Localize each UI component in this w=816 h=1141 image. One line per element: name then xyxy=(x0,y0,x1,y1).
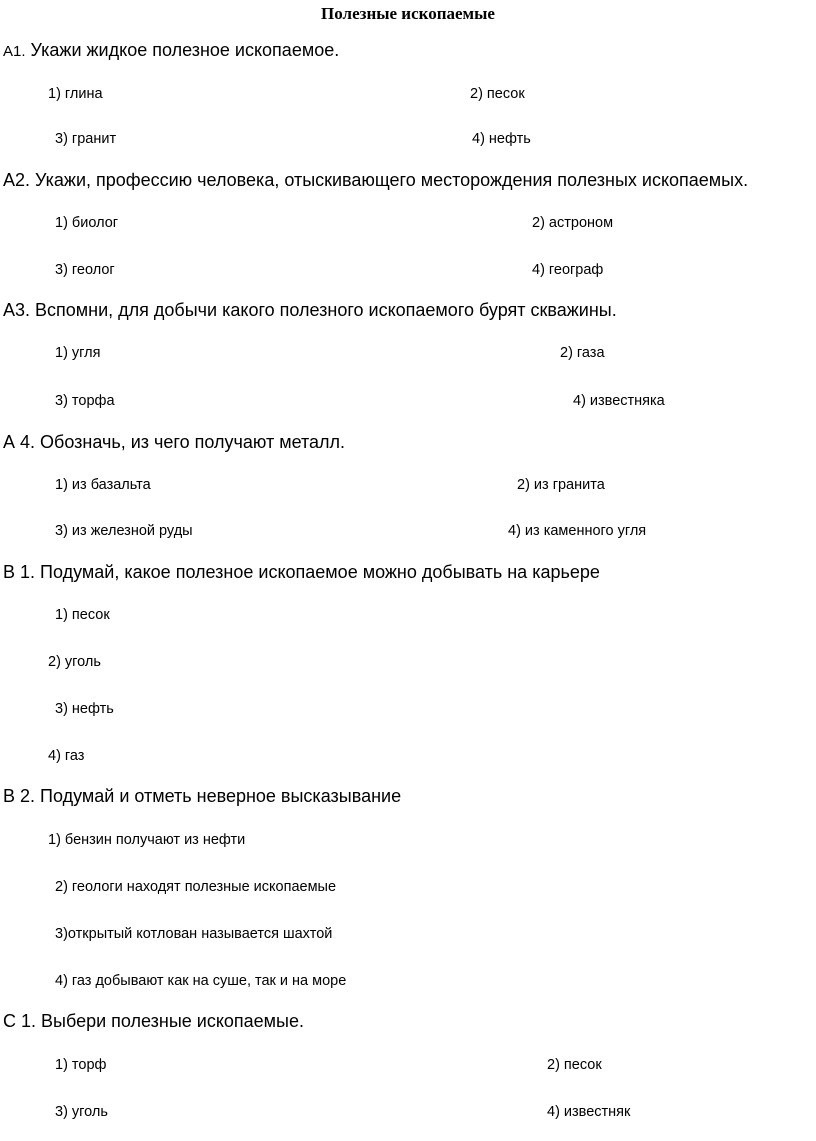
option-a3-3: 3) торфа xyxy=(55,393,115,409)
option-b2-3: 3)открытый котлован называется шахтой xyxy=(55,926,333,942)
option-b2-4: 4) газ добывают как на суше, так и на море xyxy=(55,973,347,989)
question-b1: В 1. Подумай, какое полезное ископаемое можно добывать на карьере xyxy=(3,562,600,582)
question-a4: А 4. Обозначь, из чего получают металл. xyxy=(3,432,346,452)
option-b1-3: 3) нефть xyxy=(55,701,114,717)
option-a4-3: 3) из железной руды xyxy=(55,523,193,539)
question-a1-prefix: А1. xyxy=(3,43,26,60)
option-a2-2: 2) астроном xyxy=(532,215,614,231)
option-b1-4: 4) газ xyxy=(48,748,85,764)
option-a1-2: 2) песок xyxy=(470,86,525,102)
option-c1-2: 2) песок xyxy=(547,1057,602,1073)
question-a3: А3. Вспомни, для добычи какого полезного ископаемого бурят скважины. xyxy=(3,300,617,320)
option-b2-2: 2) геологи находят полезные ископаемые xyxy=(55,879,337,895)
question-b2: В 2. Подумай и отметь неверное высказывание xyxy=(3,786,402,806)
option-b2-1: 1) бензин получают из нефти xyxy=(48,832,246,848)
option-a2-1: 1) биолог xyxy=(55,215,119,231)
option-a3-2: 2) газа xyxy=(560,345,605,361)
question-a2: А2. Укажи, профессию человека, отыскивающего месторождения полезных ископаемых. xyxy=(3,170,749,190)
option-a1-3: 3) гранит xyxy=(55,131,117,147)
question-a1-text: Укажи жидкое полезное ископаемое. xyxy=(25,40,340,60)
option-a4-2: 2) из гранита xyxy=(517,477,605,493)
option-b1-2: 2) уголь xyxy=(48,654,101,670)
question-a1 xyxy=(3,40,339,61)
option-a4-4: 4) из каменного угля xyxy=(508,523,647,539)
option-a3-1: 1) угля xyxy=(55,345,101,361)
option-a1-4: 4) нефть xyxy=(472,131,531,147)
page-title: Полезные ископаемые xyxy=(321,4,495,23)
option-c1-1: 1) торф xyxy=(55,1057,107,1073)
option-a1-1: 1) глина xyxy=(48,86,103,102)
option-a4-1: 1) из базальта xyxy=(55,477,151,493)
option-a2-3: 3) геолог xyxy=(55,262,115,278)
question-c1: С 1. Выбери полезные ископаемые. xyxy=(3,1011,304,1031)
option-c1-4: 4) известняк xyxy=(547,1104,631,1120)
option-b1-1: 1) песок xyxy=(55,607,110,623)
option-a2-4: 4) географ xyxy=(532,262,604,278)
option-c1-3: 3) уголь xyxy=(55,1104,108,1120)
option-a3-4: 4) известняка xyxy=(573,393,665,409)
